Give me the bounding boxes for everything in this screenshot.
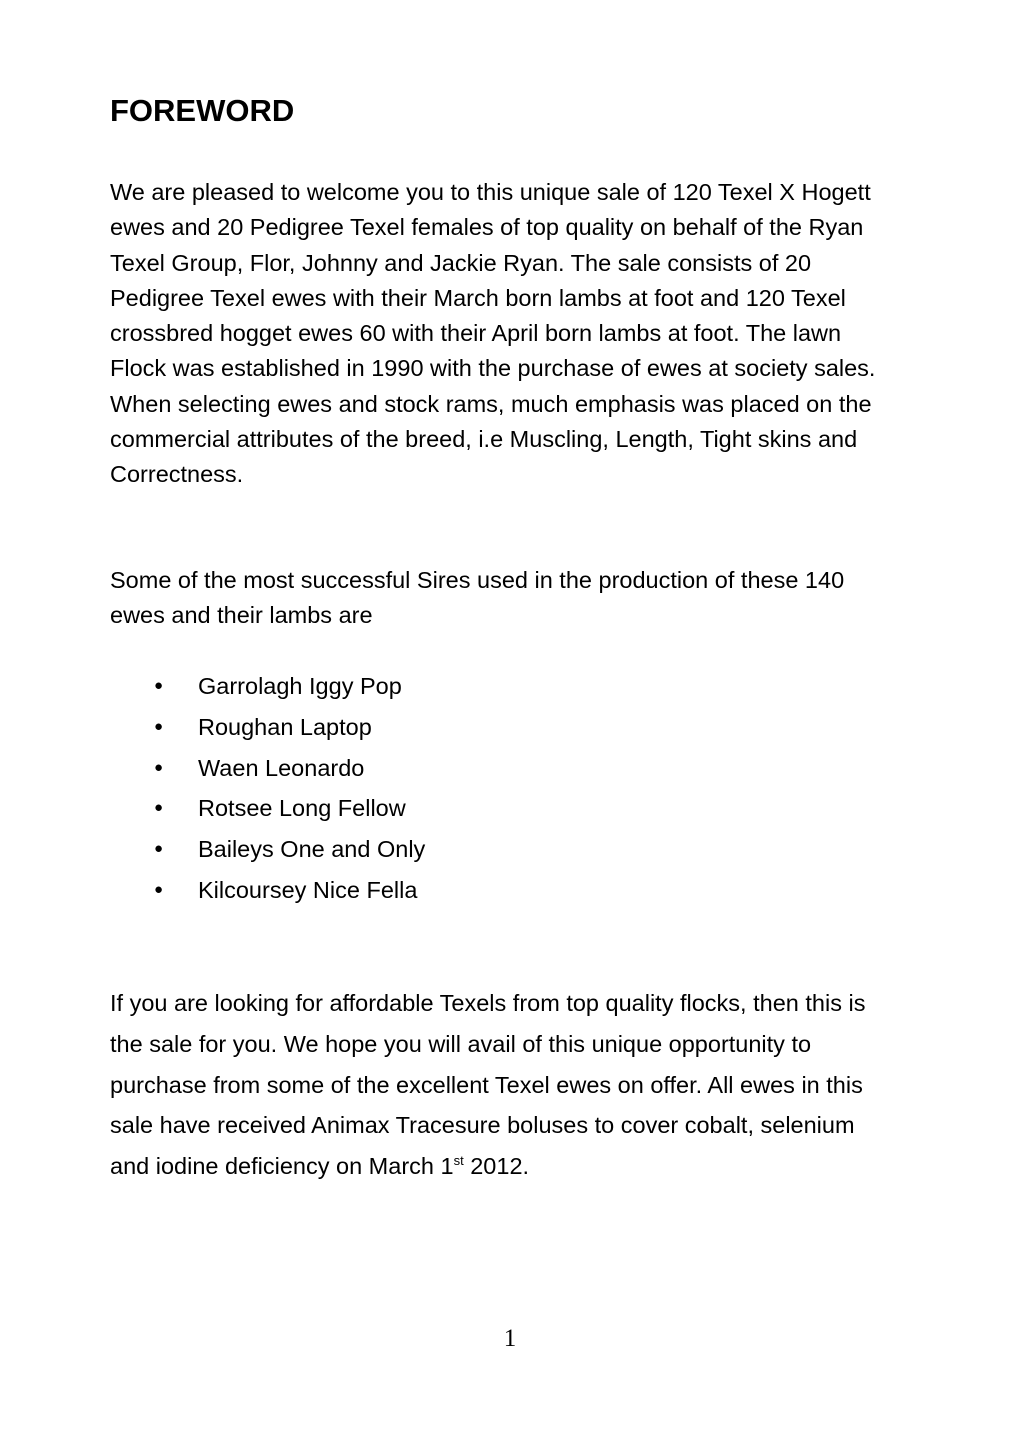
sires-list: [110, 668, 425, 913]
closing-year: 2012.: [463, 1153, 530, 1180]
sire-name: Baileys One and Only: [198, 836, 426, 863]
closing-paragraph: [110, 983, 900, 1187]
sire-name: Kilcoursey Nice Fella: [198, 876, 418, 903]
ordinal-suffix: st: [453, 1153, 464, 1169]
list-item: [110, 709, 425, 750]
list-item: [110, 872, 425, 913]
sire-name: Rotsee Long Fellow: [198, 795, 406, 822]
sire-name: Garrolagh Iggy Pop: [198, 673, 402, 699]
page-number: 1: [503, 1325, 517, 1352]
list-item: [110, 750, 425, 791]
bullet-icon: ●: [154, 840, 164, 858]
bullet-icon: ●: [154, 758, 164, 776]
list-item: [110, 668, 425, 709]
bullet-icon: ●: [154, 717, 164, 735]
list-item: [110, 831, 425, 872]
sires-intro-paragraph: Some of the most successful Sires used in the production of these 140 ewes and their lambs are: [110, 567, 845, 629]
bullet-icon: ●: [154, 880, 164, 898]
bullet-icon: ●: [154, 799, 164, 817]
list-item: [110, 790, 425, 831]
closing-text: If you are looking for affordable Texels from top quality flocks, then this is the sale for you. We hope you will avail of this unique opportunity to purchase from some of the excellent Texel ewes on offer. All ewes in this sale have received Animax Tracesure boluses to cover cobalt, selenium and iodine deficiency on March 1: [110, 990, 866, 1180]
page-title: FOREWORD: [110, 93, 295, 128]
bullet-icon: ●: [154, 677, 164, 694]
intro-paragraph: We are pleased to welcome you to this unique sale of 120 Texel X Hogett ewes and 20 Pedigree Texel females of top quality on behalf of the Ryan Texel Group, Flor, Johnny and Jackie Ryan. The sale consists of 20 Pedigree Texel ewes with their March born lambs at foot and 120 Texel crossbred hogget ewes 60 with their April born lambs at foot. The lawn Flock was established in 1990 with the purchase of ewes at society sales. When selecting ewes and stock rams, much emphasis was placed on the commercial attributes of the breed, i.e Muscling, Length, Tight skins and Correctness.: [110, 179, 876, 488]
sire-name: Waen Leonardo: [198, 754, 365, 781]
sire-name: Roughan Laptop: [198, 713, 372, 740]
